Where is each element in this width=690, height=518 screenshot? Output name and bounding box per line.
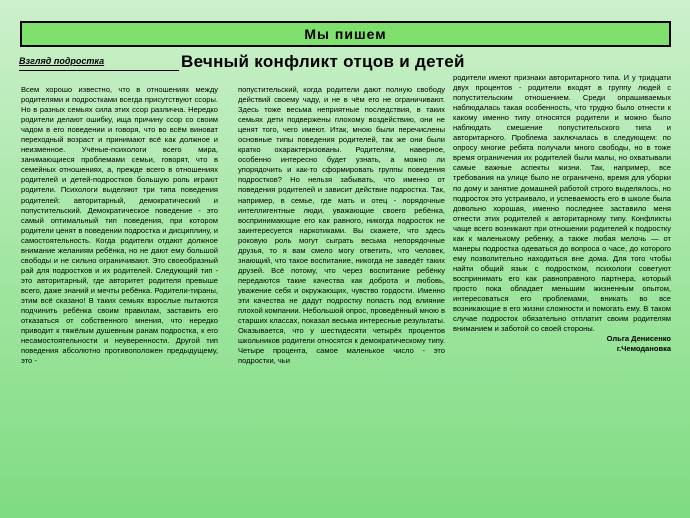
rubric-underline <box>19 70 179 71</box>
section-banner <box>20 21 671 47</box>
column-1-text: Всем хорошо известно, что в отношениях между родителями и подростками всегда присутствуют ссоры. Но в разных семьях сила этих ссор различна. Нередко родители делают ошибку, ища причину ссор со своим чадом в его поведении и говоря, что во всём виноват переходный возраст и принимают всё как должное и неизменное. Учёные-психологи всего мира, занимающиеся проблемами семьи, говорят, что в семейных отношениях, а, прежде всего в отношениях родителей и детей-подростков большую роль играют родители. Психологи выделяют три типа поведения родителей: авторитарный, демократический и попустительский. Демократическое поведение - это самый оптимальный тип поведения, при котором родители ценят в поведении подростка и дисциплину, и самостоятельность. Когда родители отдают должное внимание желаниям ребёнка, но не дают ему большой свободы и не сильно ограничивают. Это своеобразный рай для подростков и их родителей. Следующий тип - это авторитарный, где авторитет родителя превыше всего, даже знаний и мечты ребёнка. Родители-тираны, этим всё сказано! В таких семьях взрослые пытаются подчинить ребёнка своим правилам, заставить его отказаться от собственного мнения, что нередко приводит к тяжёлым душевным ранам подростка, к его несамостоятельности и неуверенности. Другой тип поведения абсолютно противоположен предыдущему, это - <box>21 85 218 366</box>
article-column-1 <box>21 85 218 505</box>
column-3-text: родители имеют признаки авторитарного типа. И у тридцати двух процентов - родители входят в группу людей с попустительским отношением. Среди опрашиваемых наблюдалась такая особенность, что трудно было отнести к какому именно типу относятся родители и можно было наблюдать смешение попустительского типа и авторитарного. Проблема заключалась в следующем: по опросу многие ребята получали много свободы, но в тоже время ограничения их родителей были малы, но охватывали самые важные аспекты жизни. Так, например, все требования на улице было не ограничено, время для уборки по дому и занятие домашней работой строго выделялось, но подросток это устраивало, и успеваемость его в школе была довольно хорошая, именно последнее заставило меня отнести этих родителей к авторитарному типу. Конфликты чаще всего возникают при отношении родителей к подростку как к маленькому ребенку, а также любая мелочь — от манеры подростка одеваться до вопроса о часе, до которого ему позволительно находиться вне дома. Для того чтобы найти общий язык с подростком, психологи советуют воспринимать его как равноправного партнера, который просто пока обладает меньшим жизненным опытом, интересоваться его проблемами, вникать во все возникающие в его жизни сложности и помогать ему. В таком случае подросток обязательно отплатит своим родителям вниманием и заботой со своей стороны. <box>453 73 671 334</box>
author-location: г.Чемодановка <box>616 344 671 354</box>
rubric-label: Взгляд подростка <box>19 56 105 66</box>
section-title: Мы пишем <box>304 26 387 42</box>
article-column-2 <box>238 85 445 505</box>
author-name: Ольга Денисенко <box>606 334 671 344</box>
article-title: Вечный конфликт отцов и детей <box>181 52 465 71</box>
column-2-text: попустительский, когда родители дают полную свободу действий своему чаду, и не в чём его не ограничивают. Здесь тоже весьма неприятные последствия, в таких семьях дети подвержены плохому воздействию, они не ценят того, чего имеют. Итак, мною были перечислены основные типы поведения родителей, так же они были кратко охарактеризованы. Родителям, наверное, особенно интересно будет узнать, а можно ли упорядочить и как-то сформировать группы поведения подростков? Но нельзя забывать, что именно от поведения родителей и зависит действие подростка. Так, например, в семье, где мать и отец - порядочные интеллигентные люди, уважающие своего ребёнка, воспринимающие его как равного, никогда подросток не заинтересуется наркотиками. Вы скажете, что здесь роковую роль могут сыграть весьма непорядочные друзья, то я вам смело могу ответить, что человек, знающий, что такое воспитание, никогда не заведёт таких друзей. Всё потому, что через воспитание ребёнку передаются такие качества как доброта и любовь, уважение себя и окружающих, чувство гордости. Именно эти качества не дадут подростку попасть под влияние плохой компании. Небольшой опрос, проведённый мною в старших классах, показал весьма интересные результаты. Оказывается, что у шестидесяти четырёх процентов школьников родители относятся к демократическому типу. Четыре процента, самое маленькое число - это подростки, чьи <box>238 85 445 366</box>
article-column-3 <box>453 73 671 513</box>
